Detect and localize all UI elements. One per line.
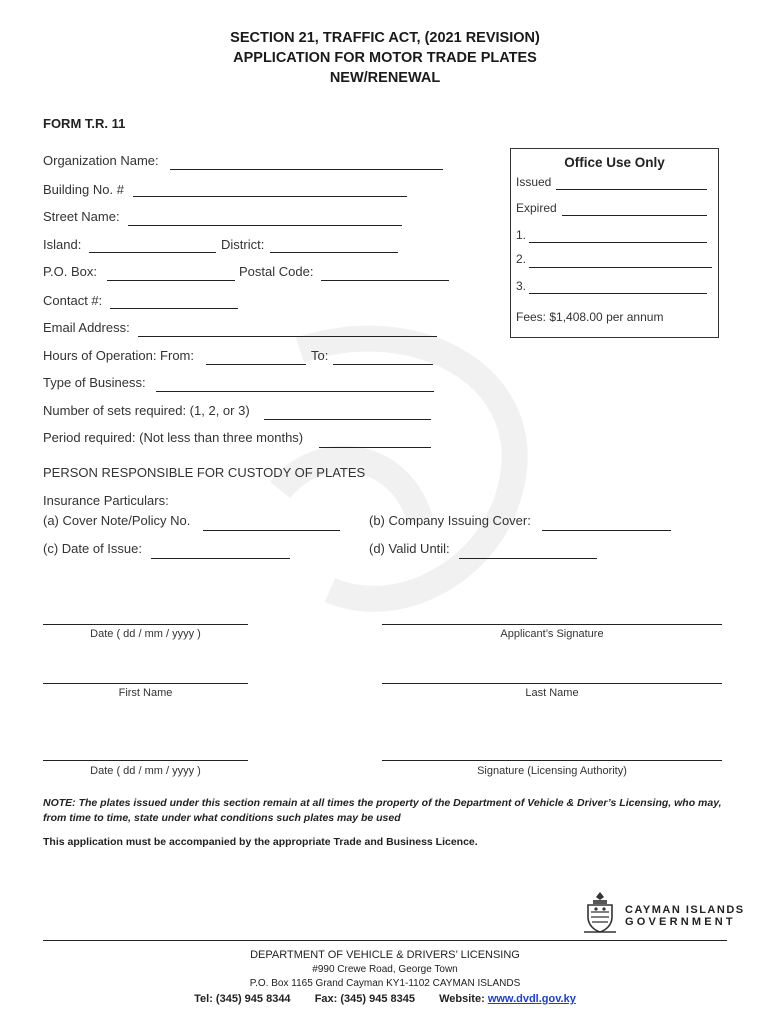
date-issue-field[interactable] [151,558,290,559]
date-issue-label: (c) Date of Issue: [43,541,142,556]
building-no-label: Building No. # [43,182,124,197]
office-item-1-label: 1. [516,228,527,242]
business-type-label: Type of Business: [43,375,146,390]
hours-to-field[interactable] [333,364,433,365]
company-field[interactable] [542,530,671,531]
business-type-field[interactable] [156,391,434,392]
date-2-caption: Date ( dd / mm / yyyy ) [90,765,201,777]
cover-note-field[interactable] [203,530,340,531]
date-1-caption: Date ( dd / mm / yyyy ) [90,628,201,640]
district-label: District: [221,237,265,252]
office-item-2-field[interactable] [529,267,712,268]
expired-label: Expired [516,201,557,215]
office-item-2-label: 2. [516,252,527,266]
hours-to-label: To: [311,348,329,363]
valid-until-label: (d) Valid Until: [369,541,450,556]
office-item-3-field[interactable] [529,293,707,294]
cover-note-label: (a) Cover Note/Policy No. [43,513,191,528]
accompany-text: This application must be accompanied by the appropriate Trade and Business Licence. [43,836,478,848]
email-label: Email Address: [43,320,130,335]
footer-contact [0,993,770,1005]
expired-field[interactable] [562,215,707,216]
contact-label: Contact #: [43,293,103,308]
first-name-caption: First Name [118,687,173,699]
postal-code-field[interactable] [321,280,449,281]
footer-fax: Fax: (345) 945 8345 [314,993,415,1005]
contact-field[interactable] [110,308,238,309]
email-field[interactable] [138,336,437,337]
hours-from-field[interactable] [206,364,306,365]
island-label: Island: [43,237,82,252]
first-name-field[interactable] [43,683,248,684]
office-item-1-field[interactable] [529,242,707,243]
fees-text: Fees: $1,408.00 per annum [516,310,664,324]
last-name-field[interactable] [382,683,722,684]
building-no-field[interactable] [133,196,407,197]
government-logo-text [625,904,745,928]
po-box-field[interactable] [107,280,235,281]
footer-divider [43,940,727,941]
form-title-line2: APPLICATION FOR MOTOR TRADE PLATES [233,50,537,66]
po-box-label: P.O. Box: [43,264,97,279]
period-required-label: Period required: (Not less than three months) [43,430,304,445]
footer-website-label: Website: [439,993,485,1005]
hours-from-label: Hours of Operation: From: [43,348,194,363]
coat-of-arms-icon [580,890,620,936]
organization-name-field[interactable] [170,169,443,170]
logo-line-2: GOVERNMENT [625,916,736,928]
logo-line-1: CAYMAN ISLANDS [625,904,745,916]
watermark-crest [240,290,560,670]
last-name-caption: Last Name [525,687,579,699]
applicant-signature-caption: Applicant’s Signature [500,628,604,640]
date-2-field[interactable] [43,760,248,761]
form-title-line1: SECTION 21, TRAFFIC ACT, (2021 REVISION) [230,30,540,46]
sets-required-field[interactable] [264,419,431,420]
insurance-heading: Insurance Particulars: [43,493,169,508]
district-field[interactable] [270,252,398,253]
issued-field[interactable] [556,189,707,190]
footer-website-link[interactable]: www.dvdl.gov.ky [487,993,576,1005]
issued-label: Issued [516,175,552,189]
footer-address-1: #990 Crewe Road, George Town [312,964,458,975]
form-number: FORM T.R. 11 [43,116,126,131]
custody-heading: PERSON RESPONSIBLE FOR CUSTODY OF PLATES [43,465,366,480]
sets-required-label: Number of sets required: (1, 2, or 3) [43,403,250,418]
authority-signature-field[interactable] [382,760,722,761]
street-name-field[interactable] [128,225,402,226]
valid-until-field[interactable] [459,558,597,559]
note-text: NOTE: The plates issued under this section remain at all times the property of the Department of Vehicle & Driver’s Licensing, who may, from time to time, state under what conditions such plates may be used [43,797,722,824]
period-required-field[interactable] [319,447,431,448]
footer-tel: Tel: (345) 945 8344 [194,993,291,1005]
postal-code-label: Postal Code: [239,264,314,279]
office-item-3-label: 3. [516,279,527,293]
applicant-signature-field[interactable] [382,624,722,625]
office-use-title: Office Use Only [564,155,665,170]
form-title-line3: NEW/RENEWAL [329,70,441,86]
footer-address-2: P.O. Box 1165 Grand Cayman KY1-1102 CAYMAN ISLANDS [249,978,521,989]
footer-department: DEPARTMENT OF VEHICLE & DRIVERS’ LICENSING [250,949,520,961]
authority-signature-caption: Signature (Licensing Authority) [477,765,627,777]
company-label: (b) Company Issuing Cover: [369,513,531,528]
street-name-label: Street Name: [43,209,120,224]
island-field[interactable] [89,252,216,253]
date-1-field[interactable] [43,624,248,625]
organization-name-label: Organization Name: [43,153,159,168]
